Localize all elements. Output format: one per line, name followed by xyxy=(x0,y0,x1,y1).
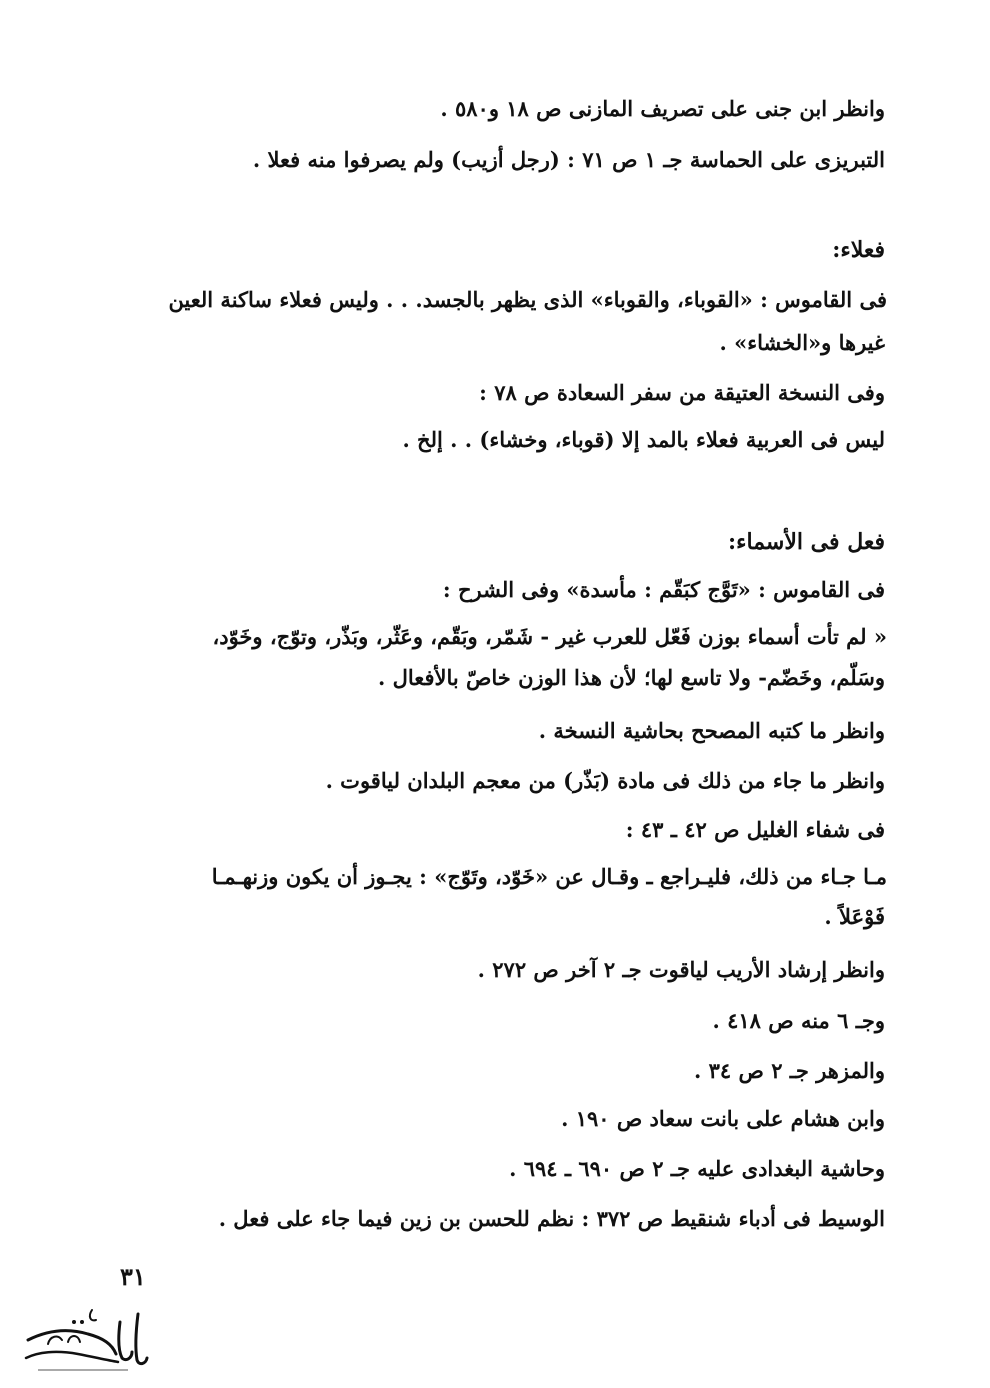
text-line-16: فَوْعَلاً . xyxy=(824,904,885,929)
text-line-21: وحاشية البغدادى عليه جـ ٢ ص ٦٩٠ ـ ٦٩٤ . xyxy=(509,1156,885,1181)
text-line-2: التبريزى على الحماسة جـ ١ ص ٧١ : (رجل أزيب) ولم يصرفوا منه فعلا . xyxy=(252,147,885,172)
text-line-10: « لم تأت أسماء بوزن فَعّل للعرب غير - شَمّر، وبَقّم، وعَثّر، وبَذّر، وتوّج، وخَوّد، xyxy=(212,624,887,649)
text-line-5: غيرها و«الخشاء» . xyxy=(719,330,885,355)
section-heading-fulaa: فعلاء: xyxy=(832,237,885,263)
text-line-15: مـا جـاء من ذلك، فليـراجع ـ وقـال عن «خَوّد، وتَوّج» : يجـوز أن يكون وزنهـمـا xyxy=(211,864,887,889)
text-line-4: فى القاموس : «القوباء، والقوباء» الذى يظهر بالجسد. . . وليس فعلاء ساكنة العين xyxy=(168,287,887,312)
section-heading-faal: فعل فى الأسماء: xyxy=(728,529,885,555)
calligraphy-logo-icon xyxy=(8,1300,153,1378)
text-line-7: ليس فى العربية فعلاء بالمد إلا (قوباء، وخشاء) . . إلخ . xyxy=(402,427,885,452)
text-line-9: فى القاموس : «تَوَّج كبَقّم : مأسدة» وفى الشرح : xyxy=(442,577,885,602)
text-line-18: وجـ ٦ منه ص ٤١٨ . xyxy=(712,1008,885,1033)
page-number: ٣١ xyxy=(120,1262,146,1291)
text-line-19: والمزهر جـ ٢ ص ٣٤ . xyxy=(693,1058,885,1083)
text-line-6: وفى النسخة العتيقة من سفر السعادة ص ٧٨ : xyxy=(479,380,885,405)
text-line-1: وانظر ابن جنى على تصريف المازنى ص ١٨ و٥٨٠ . xyxy=(440,96,885,121)
text-line-17: وانظر إرشاد الأريب لياقوت جـ ٢ آخر ص ٢٧٢ . xyxy=(477,957,885,982)
text-line-20: وابن هشام على بانت سعاد ص ١٩٠ . xyxy=(561,1106,885,1131)
text-line-13: وانظر ما جاء من ذلك فى مادة (بَذّر) من معجم البلدان لياقوت . xyxy=(325,768,885,793)
text-line-14: فى شفاء الغليل ص ٤٢ ـ ٤٣ : xyxy=(625,817,885,842)
text-line-12: وانظر ما كتبه المصحح بحاشية النسخة . xyxy=(538,718,885,743)
text-line-22: الوسيط فى أدباء شنقيط ص ٣٧٢ : نظم للحسن بن زين فيما جاء على فعل . xyxy=(218,1206,885,1231)
text-line-11: وسَلّم، وخَضّم- ولا تاسع لها؛ لأن هذا الوزن خاصّ بالأفعال . xyxy=(378,665,885,690)
